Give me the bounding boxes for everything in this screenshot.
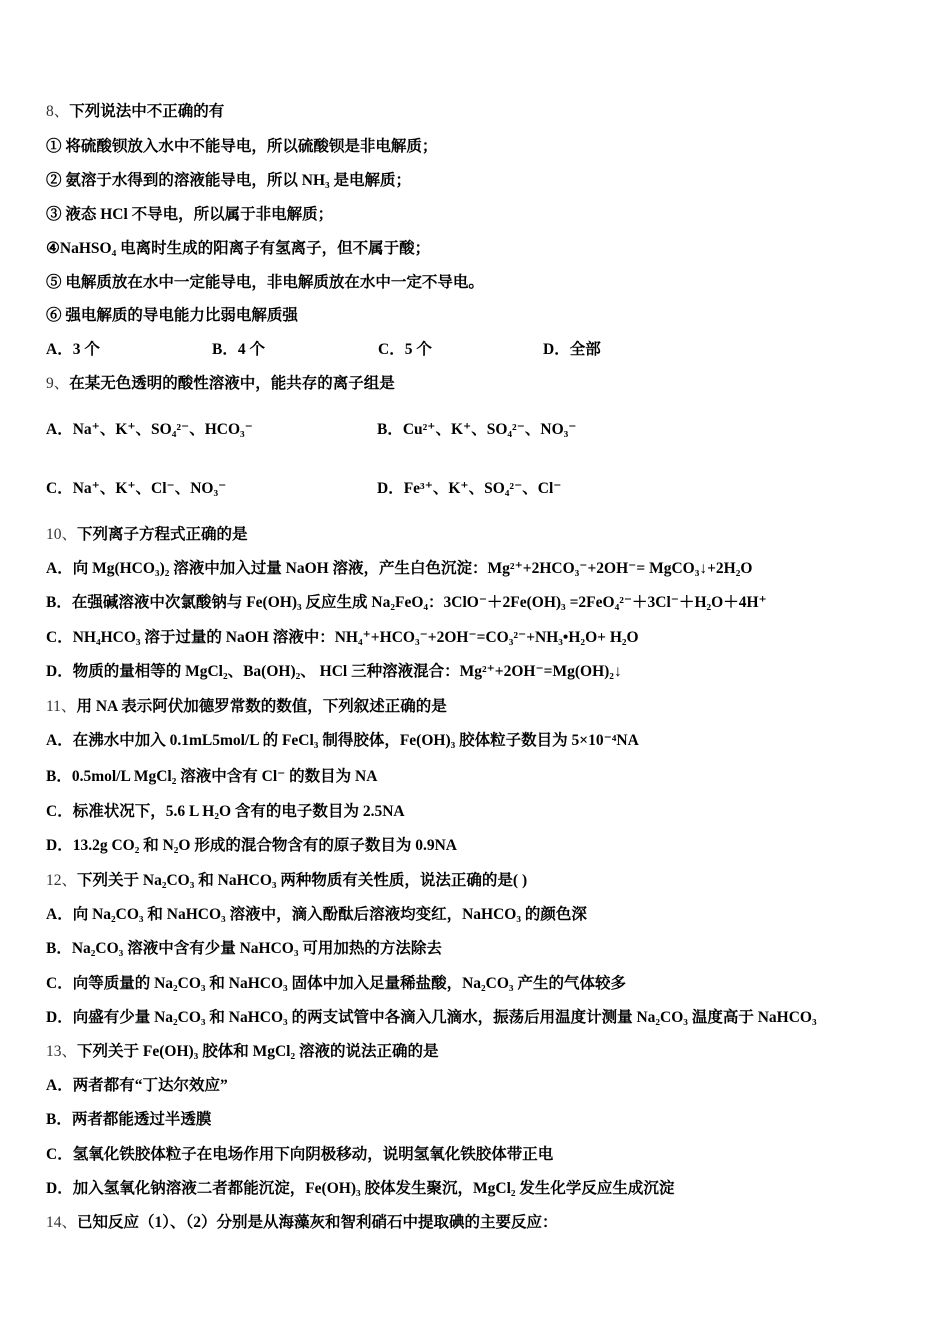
option-d: D．物质的量相等的 MgCl₂、Ba(OH)₂、 HCl 三种溶液混合：Mg²⁺+2OH⁻=Mg(OH)₂↓	[46, 663, 622, 680]
question-text: 下列关于 Fe(OH)₃ 胶体和 MgCl₂ 溶液的说法正确的是	[77, 1043, 439, 1060]
question-number: 11、	[46, 698, 77, 715]
option-c: C．Na⁺、K⁺、Cl⁻、NO₃⁻	[46, 480, 227, 497]
question-number: 10、	[46, 526, 78, 543]
option-b: B．在强碱溶液中次氯酸钠与 Fe(OH)₃ 反应生成 Na₂FeO₄：3ClO⁻＋2Fe(OH)₃ =2FeO₄²⁻＋3Cl⁻＋H₂O＋4H⁺	[46, 594, 767, 611]
question-text: 下列离子方程式正确的是	[77, 526, 248, 543]
option-c: C．氢氧化铁胶体粒子在电场作用下向阴极移动，说明氢氧化铁胶体带正电	[46, 1146, 554, 1163]
question-text: 用 NA 表示阿伏加德罗常数的数值，下列叙述正确的是	[76, 698, 447, 715]
option-d: D．Fe³⁺、K⁺、SO₄²⁻、Cl⁻	[377, 480, 562, 497]
option-d: D．全部	[543, 341, 601, 358]
question-text: 下列关于 Na₂CO₃ 和 NaHCO₃ 两种物质有关性质，说法正确的是( )	[77, 872, 528, 889]
question-14-stem	[46, 1213, 558, 1233]
option-c: C．标准状况下，5.6 L H₂O 含有的电子数目为 2.5NA	[46, 803, 405, 820]
question-number: 12、	[46, 872, 78, 889]
statement-1: ① 将硫酸钡放入水中不能导电，所以硫酸钡是非电解质；	[46, 138, 438, 155]
question-text: 在某无色透明的酸性溶液中，能共存的离子组是	[69, 375, 395, 392]
option-d: D．向盛有少量 Na₂CO₃ 和 NaHCO₃ 的两支试管中各滴入几滴水，振荡后用温度计测量 Na₂CO₃ 温度高于 NaHCO₃	[46, 1009, 817, 1026]
statement-4: ④NaHSO₄ 电离时生成的阳离子有氢离子，但不属于酸；	[46, 240, 431, 257]
option-b: B．4 个	[212, 341, 265, 358]
option-b: B．Na₂CO₃ 溶液中含有少量 NaHCO₃ 可用加热的方法除去	[46, 940, 442, 957]
question-8-stem	[46, 102, 224, 122]
option-d: D．13.2g CO₂ 和 N₂O 形成的混合物含有的原子数目为 0.9NA	[46, 837, 458, 854]
statement-3: ③ 液态 HCl 不导电，所以属于非电解质；	[46, 206, 334, 223]
option-a: A．两者都有“丁达尔效应”	[46, 1077, 228, 1094]
question-9-stem	[46, 374, 395, 394]
option-a: A．Na⁺、K⁺、SO₄²⁻、HCO₃⁻	[46, 421, 253, 438]
question-10-stem	[46, 525, 248, 545]
question-number: 13、	[46, 1043, 78, 1060]
question-12-stem	[46, 871, 527, 891]
question-number: 14、	[46, 1214, 78, 1231]
question-11-stem	[46, 697, 447, 717]
question-number: 9、	[46, 375, 70, 392]
statement-2: ② 氨溶于水得到的溶液能导电，所以 NH₃ 是电解质；	[46, 172, 412, 189]
question-number: 8、	[46, 103, 70, 120]
option-a: A．向 Mg(HCO₃)₂ 溶液中加入过量 NaOH 溶液，产生白色沉淀：Mg²⁺+2HCO₃⁻+2OH⁻= MgCO₃↓+2H₂O	[46, 560, 753, 577]
question-13-stem	[46, 1042, 438, 1062]
option-b: B．0.5mol/L MgCl₂ 溶液中含有 Cl⁻ 的数目为 NA	[46, 768, 378, 785]
statement-5: ⑤ 电解质放在水中一定能导电，非电解质放在水中一定不导电。	[46, 274, 484, 291]
question-text: 下列说法中不正确的有	[69, 103, 225, 120]
option-b: B．两者都能透过半透膜	[46, 1111, 212, 1128]
option-b: B．Cu²⁺、K⁺、SO₄²⁻、NO₃⁻	[377, 421, 577, 438]
option-a: A．向 Na₂CO₃ 和 NaHCO₃ 溶液中，滴入酚酞后溶液均变红，NaHCO₃ 的颜色深	[46, 906, 587, 923]
option-a: A．在沸水中加入 0.1mL5mol/L 的 FeCl₃ 制得胶体，Fe(OH)₃ 胶体粒子数目为 5×10⁻⁴NA	[46, 732, 639, 749]
option-c: C．向等质量的 Na₂CO₃ 和 NaHCO₃ 固体中加入足量稀盐酸，Na₂CO₃ 产生的气体较多	[46, 975, 626, 992]
option-d: D．加入氢氧化钠溶液二者都能沉淀，Fe(OH)₃ 胶体发生聚沉，MgCl₂ 发生化学反应生成沉淀	[46, 1180, 675, 1197]
question-text: 已知反应（1）、（2）分别是从海藻灰和智利硝石中提取碘的主要反应：	[77, 1214, 558, 1231]
option-c: C．NH₄HCO₃ 溶于过量的 NaOH 溶液中：NH₄⁺+HCO₃⁻+2OH⁻=CO₃²⁻+NH₃•H₂O+ H₂O	[46, 629, 639, 646]
statement-6: ⑥ 强电解质的导电能力比弱电解质强	[46, 307, 298, 324]
option-c: C．5 个	[378, 341, 432, 358]
option-a: A．3 个	[46, 341, 100, 358]
